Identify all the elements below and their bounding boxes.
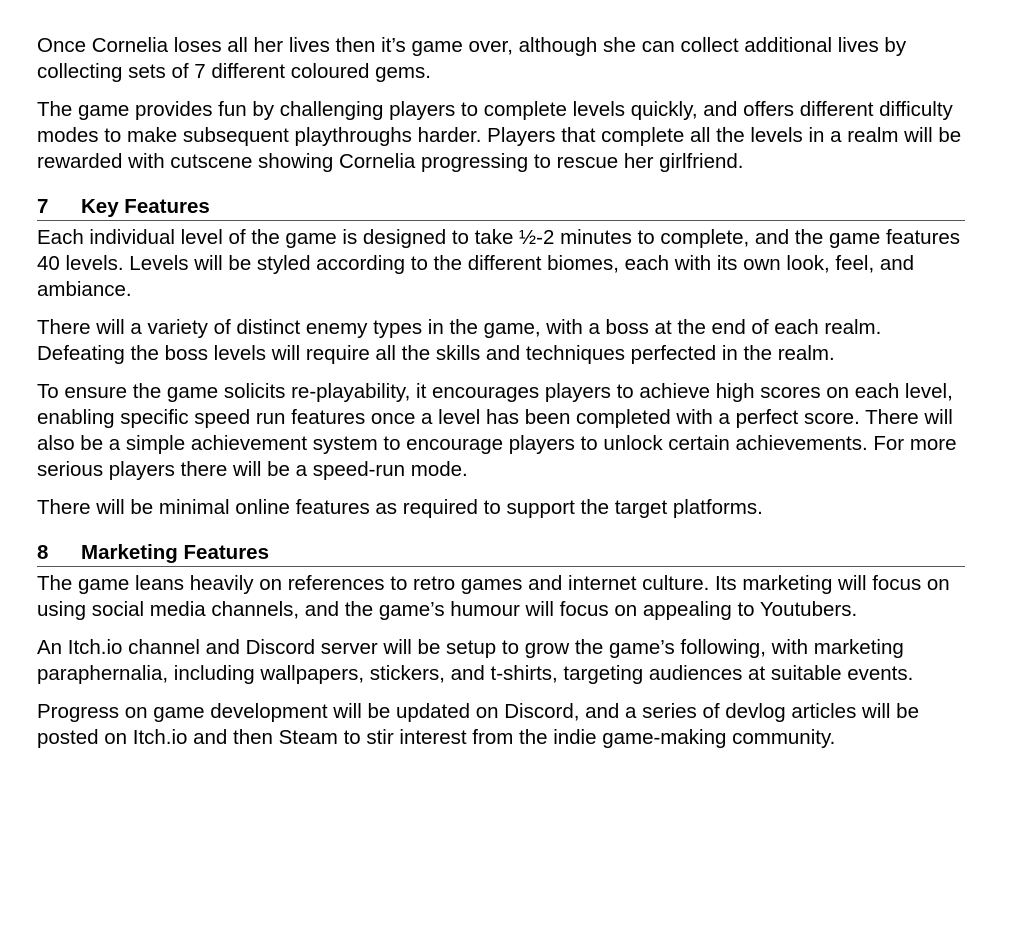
body-paragraph: Each individual level of the game is designed to take ½-2 minutes to complete, and the game features 40 levels. Levels will be styled according to the different biomes, each with its own look, feel, and ambiance. — [37, 226, 961, 301]
section-number: 7 — [37, 195, 49, 218]
body-paragraph: Once Cornelia loses all her lives then it’s game over, although she can collect additional lives by collecting sets of 7 different coloured gems. — [37, 34, 907, 83]
body-paragraph: There will a variety of distinct enemy types in the game, with a boss at the end of each realm. Defeating the boss levels will require all the skills and techniques perfected in the realm. — [37, 316, 882, 365]
body-paragraph: An Itch.io channel and Discord server will be setup to grow the game’s following, with marketing paraphernalia, including wallpapers, stickers, and t-shirts, targeting audiences at suitable events. — [37, 636, 914, 685]
section-number: 8 — [37, 541, 49, 564]
body-paragraph: The game leans heavily on references to retro games and internet culture. Its marketing will focus on using social media channels, and the game’s humour will focus on appealing to Youtubers. — [37, 572, 950, 621]
section-key-features — [37, 195, 964, 521]
body-paragraph: Progress on game development will be updated on Discord, and a series of devlog articles will be posted on Itch.io and then Steam to stir interest from the indie game-making community. — [37, 700, 919, 749]
section-marketing-features — [37, 541, 964, 751]
body-paragraph: To ensure the game solicits re-playability, it encourages players to achieve high scores on each level, enabling specific speed run features once a level has been completed with a perfect score. There will also be a simple achievement system to encourage players to unlock certain achievements. For more serious players there will be a speed-run mode. — [37, 380, 957, 481]
body-paragraph: There will be minimal online features as required to support the target platforms. — [37, 496, 763, 519]
section-title: Key Features — [81, 195, 210, 218]
body-paragraph: The game provides fun by challenging players to complete levels quickly, and offers different difficulty modes to make subsequent playthroughs harder. Players that complete all the levels in a realm will be rewarded with cutscene showing Cornelia progressing to rescue her girlfriend. — [37, 98, 962, 173]
section-heading — [37, 195, 965, 221]
section-heading — [37, 541, 965, 567]
intro-block — [37, 33, 964, 175]
section-title: Marketing Features — [81, 541, 269, 564]
